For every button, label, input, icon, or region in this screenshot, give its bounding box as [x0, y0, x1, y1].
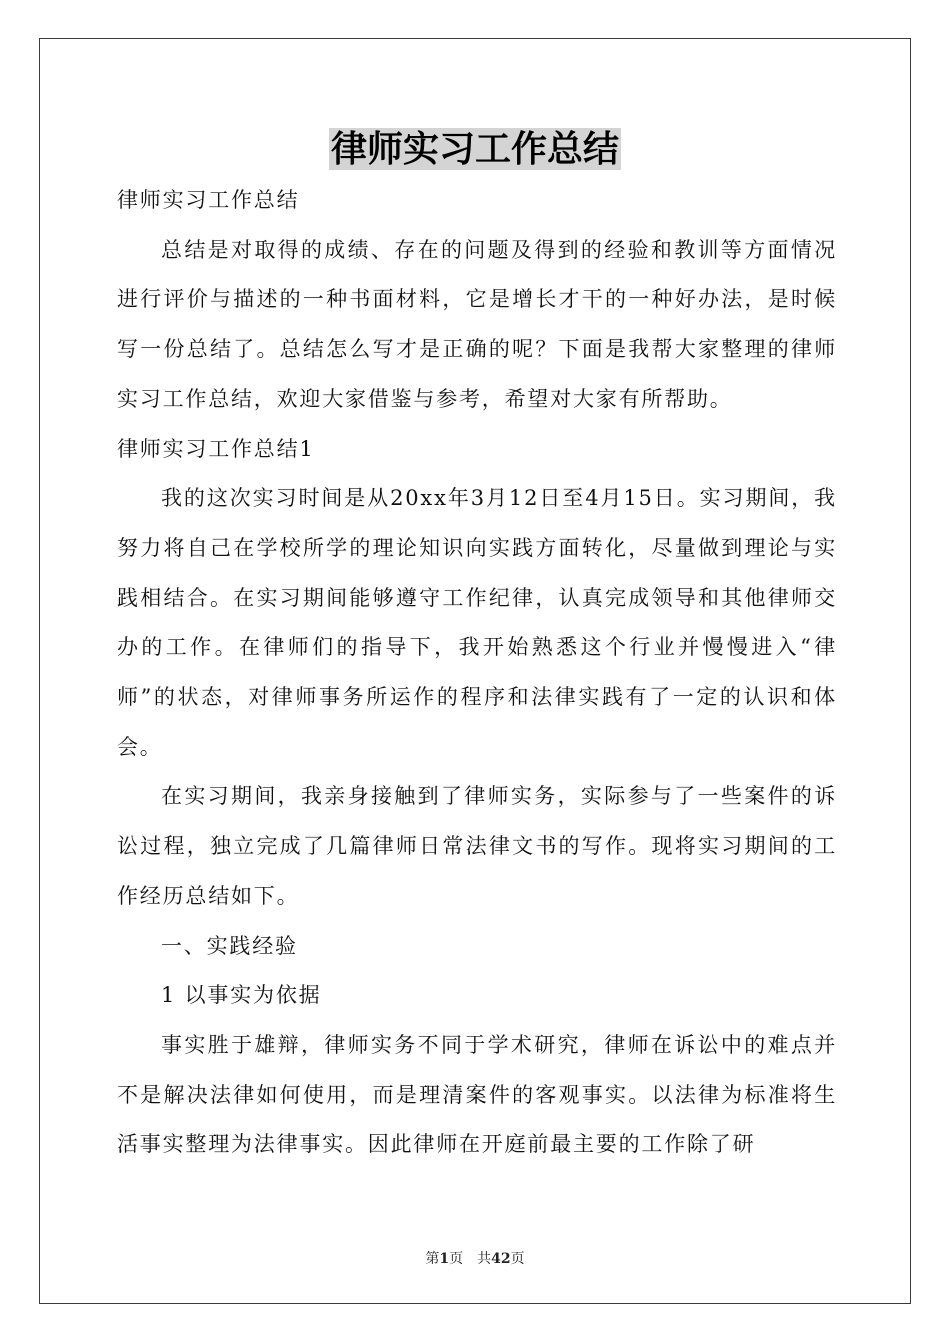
page-current: 1 [439, 1251, 450, 1267]
page-total: 42 [491, 1251, 511, 1267]
paragraph: 我的这次实习时间是从20xx年3月12日至4月15日。实习期间，我努力将自己在学校所学的理论知识向实践方面转化，尽量做到理论与实践相结合。在实习期间能够遵守工作纪律，认真完成领导和其他律师交办的工作。在律师们的指导下，我开始熟悉这个行业并慢慢进入“律师”的状态，对律师事务所运作的程序和法律实践有了一定的认识和体会。 [117, 486, 837, 759]
paragraph: 1 以事实为依据 [161, 983, 322, 1008]
page-footer [0, 1248, 950, 1268]
total-unit: 页 [510, 1251, 525, 1267]
document-body [117, 176, 837, 1170]
total-prefix: 共 [477, 1251, 492, 1267]
paragraph: 事实胜于雄辩，律师实务不同于学术研究，律师在诉讼中的难点并不是解决法律如何使用，而是理清案件的客观事实。以法律为标准将生活事实整理为法律事实。因此律师在开庭前最主要的工作除了研 [117, 1032, 837, 1157]
page-unit: 页 [449, 1251, 464, 1267]
document-title [0, 126, 950, 172]
paragraph: 一、实践经验 [161, 933, 298, 958]
paragraph: 律师实习工作总结1 [117, 436, 315, 461]
page-prefix: 第 [425, 1251, 440, 1267]
paragraph: 在实习期间，我亲身接触到了律师实务，实际参与了一些案件的诉讼过程，独立完成了几篇律师日常法律文书的写作。现将实习期间的工作经历总结如下。 [117, 784, 837, 908]
document-title-text: 律师实习工作总结 [330, 128, 619, 170]
paragraph: 律师实习工作总结 [117, 188, 300, 212]
paragraph: 总结是对取得的成绩、存在的问题及得到的经验和教训等方面情况进行评价与描述的一种书面材料，它是增长才干的一种好办法，是时候写一份总结了。总结怎么写才是正确的呢？下面是我帮大家整理的律师实习工作总结，欢迎大家借鉴与参考，希望对大家有所帮助。 [117, 237, 837, 411]
